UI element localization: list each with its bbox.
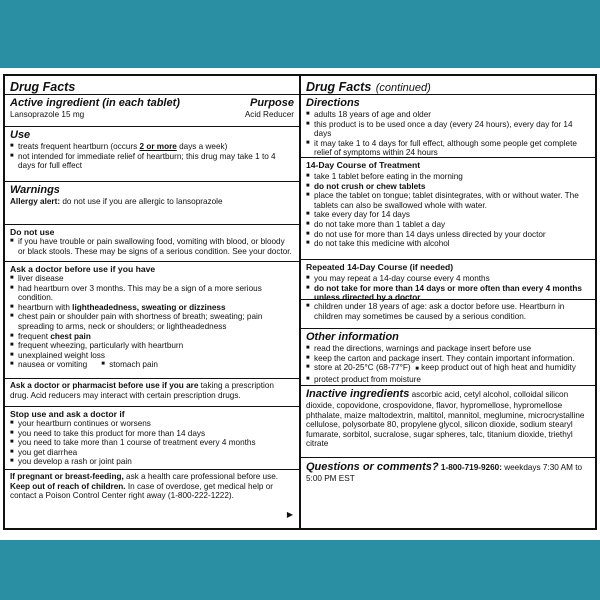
use-item: ■ not intended for immediate relief of heartburn; this drug may take 1 to 4 days for full effect (10, 152, 294, 171)
ask-doctor-item: ■ chest pain or shoulder pain with shortness of breath; sweating; pain spreading to arms, neck or shoulders; or lightheadedness (10, 312, 294, 331)
repeat-item: ■ you may repeat a 14-day course every 4 months (306, 274, 590, 284)
keep-out-text: Keep out of reach of children. In case of overdose, get medical help or contact a Poison Control Center right away (1-800-222-1222). (10, 481, 274, 501)
children-section (301, 300, 595, 329)
stomach-pain-item: ■ stomach pain (101, 360, 158, 370)
inactive-text: Inactive ingredients ascorbic acid, cetyl alcohol, colloidal silicon dioxide, copovidone, crospovidone, flavor, hypromellose, hypromellose phthalate, maize maltodextrin, maltitol, mannitol, meglumine, microcrystalline cellulose, polysorbate 80, propylene glycol, silicon dioxide, sodium stearyl fumarate, sorbitol, sucralose, sugar spheres, talc, titanium dioxide, triethyl citrate (306, 388, 585, 449)
drug-facts-cont-title: Drug Facts (306, 80, 372, 94)
directions-item: ■ this product is to be used once a day (every 24 hours), every day for 14 days (306, 120, 590, 139)
warnings-heading: Warnings (10, 184, 60, 196)
ask-pharmacist-text: Ask a doctor or pharmacist before use if you are taking a prescription drug. Acid reducers may interact with certain prescription drugs. (10, 381, 274, 400)
protect-item: ■ protect product from moisture (306, 375, 590, 385)
course-item: ■ take every day for 14 days (306, 210, 590, 220)
store-item: ■ store at 20-25°C (68-77°F) ■ keep product out of high heat and humidity (306, 363, 590, 375)
active-ingredient-heading: Active ingredient (in each tablet) (10, 97, 180, 109)
drug-facts-title: Drug Facts (10, 80, 76, 94)
other-info-section (301, 329, 595, 386)
course-heading: 14-Day Course of Treatment (306, 160, 421, 170)
stop-use-item: ■ you need to take this product for more than 14 days (10, 429, 294, 439)
use-heading: Use (10, 129, 31, 141)
ask-pharmacist-section (5, 379, 299, 407)
stop-use-item: ■ your heartburn continues or worsens (10, 419, 294, 429)
use-item: ■ treats frequent heartburn (occurs 2 or more days a week) (10, 142, 294, 152)
directions-item: ■ it may take 1 to 4 days for full effect, although some people get complete relief of symptoms within 24 hours (306, 139, 590, 158)
stop-use-item: ■ you get diarrhea (10, 448, 294, 458)
ask-doctor-heading: Ask a doctor before use if you have (10, 264, 156, 274)
directions-heading: Directions (306, 97, 360, 109)
drug-facts-panel (3, 74, 597, 530)
nausea-item: ■ nausea or vomiting (10, 360, 87, 370)
repeat-heading: Repeated 14-Day Course (if needed) (306, 262, 454, 272)
pregnancy-keepout-section (5, 470, 299, 527)
ask-doctor-item: ■ heartburn with lightheadedness, sweating or dizziness (10, 303, 294, 313)
ask-doctor-item: ■ frequent chest pain (10, 332, 294, 342)
questions-section (301, 458, 595, 488)
pregnancy-text: If pregnant or breast-feeding, ask a health care professional before use. (10, 472, 279, 481)
directions-section (301, 95, 595, 158)
stop-use-heading: Stop use and ask a doctor if (10, 409, 125, 419)
active-ingredient-purpose: Acid Reducer (244, 110, 294, 119)
continue-arrow-icon: ▶ (286, 510, 293, 519)
questions-text: Questions or comments? 1-800-719-9260: weekdays 7:30 AM to 5:00 PM EST (306, 461, 583, 483)
drug-facts-header (5, 76, 299, 95)
other-info-item: ■ read the directions, warnings and package insert before use (306, 344, 590, 354)
inactive-section (301, 386, 595, 458)
repeat-section (301, 260, 595, 303)
left-column (5, 76, 301, 528)
do-not-use-item: ■ if you have trouble or pain swallowing food, vomiting with blood, or bloody or black stools. These may be signs of a serious condition. See your doctor. (10, 237, 294, 256)
ask-doctor-section (5, 262, 299, 379)
other-info-heading: Other information (306, 331, 399, 343)
use-section (5, 127, 299, 182)
allergy-alert: Allergy alert: do not use if you are allergic to lansoprazole (10, 197, 223, 206)
right-column (301, 76, 595, 528)
do-not-use-heading: Do not use (10, 227, 55, 237)
continued-label: (continued) (375, 82, 431, 94)
ask-doctor-item: ■ unexplained weight loss (10, 351, 294, 361)
directions-item: ■ adults 18 years of age and older (306, 110, 590, 120)
active-ingredient-name: Lansoprazole 15 mg (10, 110, 85, 119)
course-item: ■ take 1 tablet before eating in the morning (306, 172, 590, 182)
stop-use-section (5, 407, 299, 470)
do-not-use-section (5, 225, 299, 262)
ask-doctor-item: ■ liver disease (10, 274, 294, 284)
ask-doctor-item: ■ had heartburn over 3 months. This may be a sign of a more serious condition. (10, 284, 294, 303)
package-top-band (0, 0, 600, 68)
stop-use-item: ■ you develop a rash or joint pain (10, 457, 294, 467)
active-ingredient-section (5, 95, 299, 127)
ask-doctor-item: ■ frequent wheezing, particularly with heartburn (10, 341, 294, 351)
course-item: ■ place the tablet on tongue; tablet disintegrates, with or without water. The tablets can also be swallowed whole with water. (306, 191, 590, 210)
course-item: ■ do not take this medicine with alcohol (306, 239, 590, 249)
stop-use-item: ■ you need to take more than 1 course of treatment every 4 months (10, 438, 294, 448)
course-item: ■ do not crush or chew tablets (306, 182, 590, 192)
course-section (301, 158, 595, 260)
repeat-item: ■ do not take for more than 14 days or more often than every 4 months unless directed by a doctor (306, 284, 590, 303)
package-bottom-band (0, 540, 600, 600)
course-item: ■ do not take more than 1 tablet a day (306, 220, 590, 230)
warnings-section (5, 182, 299, 225)
purpose-heading: Purpose (249, 97, 294, 109)
drug-facts-cont-header (301, 76, 595, 95)
course-item: ■ do not use for more than 14 days unless directed by your doctor (306, 230, 590, 240)
other-info-item: ■ keep the carton and package insert. They contain important information. (306, 354, 590, 364)
children-item: ■ children under 18 years of age: ask a doctor before use. Heartburn in children may sometimes be caused by a serious condition. (306, 302, 590, 321)
